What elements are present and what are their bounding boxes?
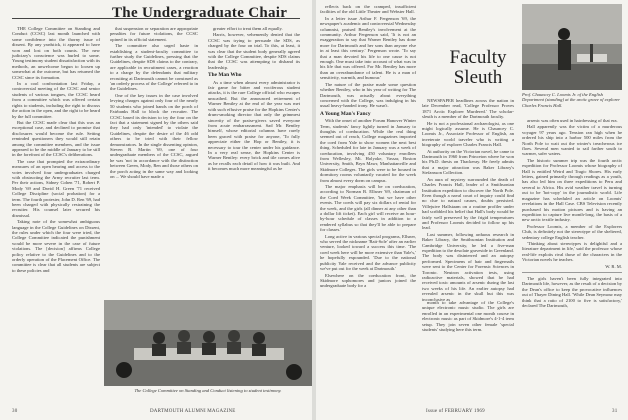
faculty-sleuth-title bbox=[443, 48, 513, 88]
left-page-title: The Undergraduate Chair bbox=[112, 5, 288, 21]
paragraph: The case that prompted the extraordinary measures of an open hearing and access to the votes involved four undergraduates charged with obstructing the Army recruiter last term. Per their actions, Sidney Cohen '71, Robert P. Mody '69 and David H. Green '71 received College Discipline (social probation) for a term. The fourth protester, John D. Ren '69, had been charged with physically restraining the recruiter. His counsel later secured his dismissal. bbox=[12, 158, 100, 218]
left-publication: DARTMOUTH ALUMNI MAGAZINE bbox=[150, 409, 236, 414]
right-publication: Issue of FEBRUARY 1969 bbox=[426, 409, 485, 414]
committee-photo bbox=[104, 300, 312, 386]
paragraph: The nature of the praise made some question whether Bentley, who in his year of writing for The Dartmouth, was actually about everything concerned with the College, was indulging in his usual heavy-handed irony. He wasn't. bbox=[320, 81, 416, 109]
paragraph: NEWSPAPER headlines across the nation in late December read, 'College Professor Proves 1871 Arctic Explorer Murdered.' The scholar-sleuth is a member of the Dartmouth faculty. bbox=[422, 98, 514, 120]
left-page bbox=[0, 0, 312, 420]
loomis-photo-caption: Prof. Chauncey C. Loomis Jr. of the English Department (standing) at the arctic grave of explorer Charles Francis Hall. bbox=[522, 92, 621, 108]
paragraph: The girls haven't been fully integrated into Dartmouth life, however, as the result of a decision by the Dean's office to keep the provocative influences out of Thayer Dining Hall. 'While Dean Seymour may think that a ratio of 2100 to five is satisfactory,' declared The Dartmouth, bbox=[522, 275, 622, 308]
right-page-number: 31 bbox=[612, 409, 618, 414]
paragraph: But the CCSC made clear that this was an exceptional case, and declined to promise that disclosures would become the rule. Setting reminded questioners they would still retain among the committee members, and the issue appeared to be the middle of January to be still in the forefront of the CCSC's deliberations. bbox=[12, 119, 100, 158]
paragraph: 'Thinking about stereotypes is delightful and a literature department in life,' said the professor whose real-life exploits rival those of the characters in the Victorian novels he teaches. bbox=[522, 240, 622, 263]
paragraph: Hall apparently was the victim of a murderous voyager 97 years ago. Tension ran high when he ordered his ship into a harbor 500 miles from the North Pole to wait out the winter's treacherous ice floes. Several men wanted to sail farther south to warmer, safer waters. bbox=[522, 124, 622, 157]
divider bbox=[522, 272, 622, 273]
paragraph: In a letter issue Arthur F. Fergenson '69, the newspaper's academic and controversial Wednesday columnist, praised Bentley's involvement at the community. Arthur Fergenson said, 'It is not an exaggeration to say that Warner Bentley has done more for Dartmouth and her sons than anyone else in at least this century.' Fergenson wrote. 'To say that a man devoted his life to one cause is not enough. One must take into account of what was in his life that was offered. For Mr. Bentley has more than an overabundance of talent. He is a man of sensitivity, warmth, and humour.' bbox=[320, 15, 416, 81]
paragraph: Harris, however, vehemently denied that the CCSC was trying to persuade the SDS, as charged by the four on trial. To this, at least, it was clear that the student body generally agreed with the College Committee, despite SDS claims that the CCSC was attempting to disband its leadership. bbox=[208, 32, 300, 70]
paragraph: As a time when almost every administrator is fair game for bitter and vociferous student attacks, it is the rare College official who escapes unscathed. But the announced retirement of Warner Bentley at the end of the year was met with such effusive praise for the Hopkins Center's drum-smoking director that only the grimmest sincerity of the praise-givers saved everyone from acute embarrassment. Sad Mr. Bentley himself, whose editorial columns have rarely been graced with praise for anyone, 'To fully appreciate either the Hop or Bentley, it is necessary to tour the center under his guidance. In a very real sense, the Hopkins Center is Warner Bentley: every brick and tile comes alive as he recalls each detail of how it was built. And it becomes much more meaningful as he bbox=[208, 79, 300, 172]
paragraph: Elsewhere on the coeducation front, the Skidmore sophomores and juniors joined the undergraduate body for a bbox=[320, 272, 416, 289]
paragraph: Taking note of the somewhat ambiguous language in the College Guidelines on Dissent, the rules under which the four were tried, the College Committee indicated the punishment would be more severe in the case of future violations. The [decision] affirms College policy relative to the Guidelines and to the orderly operation of the Placement Office. The committee is clear that all students are subject to these policies and bbox=[12, 219, 100, 273]
loomis-photo-image bbox=[522, 4, 622, 90]
committee-photo-caption: The College Committee on Standing and Conduct listening to student testimony. bbox=[134, 388, 282, 393]
loomis-photo bbox=[522, 4, 622, 90]
paragraph: Professor Loomis, a member of the Explorers Club, is definitely not the stereotype of the sheltered, sedentary college English teacher. bbox=[522, 223, 622, 240]
paragraph: Last summer, following arduous research in Baker Library, the Smithsonian Institution and Cambridge University, he led a five-man expedition to the desolate graveside in Greenland. The body was disinterred and an autopsy performed. Specimens of hair and fingernails were sent to the Center for Forensic Sciences in Toronto. Neutron activation tests, using radioactive materials, showed that he had received toxic amounts of arsenic during the last two weeks of his life. An earlier autopsy had revealed arsenic in the skull but this was inconclusive as bbox=[422, 231, 514, 302]
committee-photo-image bbox=[104, 300, 312, 386]
title-line-1: Faculty bbox=[449, 47, 507, 68]
paragraph: greater effort to treat them all equally. bbox=[213, 26, 283, 31]
paragraph: In a cool confrontation last Friday, a controversial meeting of the CCSC and senior students of various tongues, the CCSC heard from a committee which was offered certain rights to students, including the right to discuss the action in the open, and the right to be heard by the full committee. bbox=[12, 81, 100, 119]
paragraph: An aura of mystery surrounded the death of Charles Francis Hall, leader of a Smithsonian Institution expedition to discover the North Pole. Even though a naval court of inquiry could find no clue to natural causes, doubts persisted. Villejuive Hallstaam on a routine profiler under had scribbled his belief that Hall's body would be fairly well preserved by the frigid temperatures and Professor Loomis decided to follow up his lead. bbox=[422, 176, 514, 231]
paragraph: month to take advantage of the College's unique electronic music studio. The girls are enrolled in an experimental one month course in electronic music as part of Skidmore's 4-1-4 term setup. They join seven other female 'special students' studying here this term. bbox=[422, 300, 514, 333]
paragraph: reflects back on the cramped, insufficient facilities of the old Little Theater and Webster Hall. bbox=[320, 4, 416, 15]
right-column-4 bbox=[522, 118, 622, 402]
paragraph: The historic summer trip was the fourth arctic expedition for Professor Loomis whose biography of Hall is entitled Weird and Tragic Shores. His early letters, gained primarily through readings as a youth, has also led him on three expeditions to Peru and several to Africa. His avid weather travel is turning out to be 'hot-copy' in the journalistic world. Life magazine has scheduled an article on Loomis' revelations in the Hall Case. CBS Television recently purchased his motion pictures and is having an expedition to capture live month-long, the basis of a new arctic textile industry. bbox=[522, 157, 622, 223]
paragraph: The committee also urged haste in establishing a student-faculty committee to further study the Guidelines, pressing that the Guidelines, despite SDS claims to the contrary, are applicable in recruitment cases, a reaction to a charge by the defendants that military recruiting at Dartmouth cannot be construed as 'an orderly process of the College' referred to in the Guidelines. bbox=[110, 43, 198, 92]
paragraph: arsenic was often used in hairdressing of that era. bbox=[527, 118, 618, 123]
title-line-2: Sleuth bbox=[453, 67, 503, 88]
paragraph: He is not a professional archaeologist, as one might logically assume. He is Chauncey C. Loomis Jr., Associate Professor of English, an inveterate world traveler who is writing a biography of explorer Charles Francis Hall. bbox=[422, 120, 514, 148]
right-column-3 bbox=[422, 98, 514, 302]
left-column-1 bbox=[12, 26, 100, 351]
paragraph: that suspension or separation are appropriate penalties for future violations, the CCSC opined in its official statement. bbox=[110, 26, 198, 42]
right-page bbox=[316, 0, 628, 420]
paragraph: With the onset of another Forum Hanover Winter Term, students' fancy lightly turned in January to thoughts of coeducation. While the real thing seemed out of reach, College magazines imported the coed from Yale to show women the next best thing. Scheduled for late in January was a week of coeducation, involving 450 voluntary enrollees from Wellesley, Mt. Holyoke, Vassar, Boston University, Smith, Bryn Mawr, Manhattanville and Skidmore Colleges. The girls were to be housed in dormitory rooms voluntarily vacated for the week from almost every dorm on campus. bbox=[320, 118, 416, 183]
paragraph: Long active in various special programs, Ellsner, who served the nickname 'Bait-Sole' after an earlier venture, looked toward a success this time. 'The coed week here will be more extensive than Yale's,' he hopefully expounded. 'Due to the national publicity Yale received and the advance publicity we've put out for the week at Dartmouth.' bbox=[320, 233, 416, 272]
right-column-1 bbox=[320, 4, 416, 404]
author-signature: W. R. M. bbox=[605, 263, 622, 269]
right-column-2 bbox=[422, 300, 514, 400]
paragraph: The major emphasis will be on coeducation, according to Norman B. Ellsner '69, chairman of the Coed Week Committee, 'but we have other events. The coeds will pay six dollars of rental for the week, and the girls (all dinner at any other than a dollar lift ticket). Each girl will receive an hour-by-hour schedule of classes in addition to a rendered syllabus so that they'll be able to prepare for classes.' bbox=[320, 184, 416, 233]
left-page-number: 30 bbox=[12, 409, 18, 414]
subheading: A Young Man's Fancy bbox=[320, 110, 371, 117]
subheading: The Man Who bbox=[208, 72, 242, 79]
paragraph: THE College Committee on Standing and Conduct (CCSC) last month launched with some confidence into the thorny issue of dissent. By any yardstick, it appeared to have won and lost on both counts. The new judiciary's conscience was hurled to some. Young testimony student dissatisfaction with its methods, an unwelcome begun to loosen up somewhat at the outcome, but has returned the CCSC since its formation. bbox=[12, 26, 100, 80]
paragraph: At authority on the Victorian novel, he came to Dartmouth in 1960 from Princeton where he won his Ph.D. thesis on Thackeray. He freely admits that a major attraction was Baker Library's Stefansson Collection. bbox=[422, 148, 514, 176]
paragraph: One of the key issues in the case involved levying charges against only four of the nearly 50 students who joined hands on the porch of Fairbanks Hall to block the recruiter. The CCSC based its decision to try the four on the fact that a statement signed by the others said they had only 'intended' to violate the Guidelines, despite the desire of the 46 odd others to be tried with their fellow demonstrators. In the single dissenting opinion, Steven B. Martin '69, one of four undergraduate members of the CCSC, argued he was 'not in accordance with the distinction between Green, Mody, Ren and those others on the porch acting in the same way and looking on ... We should have made a bbox=[110, 92, 198, 179]
